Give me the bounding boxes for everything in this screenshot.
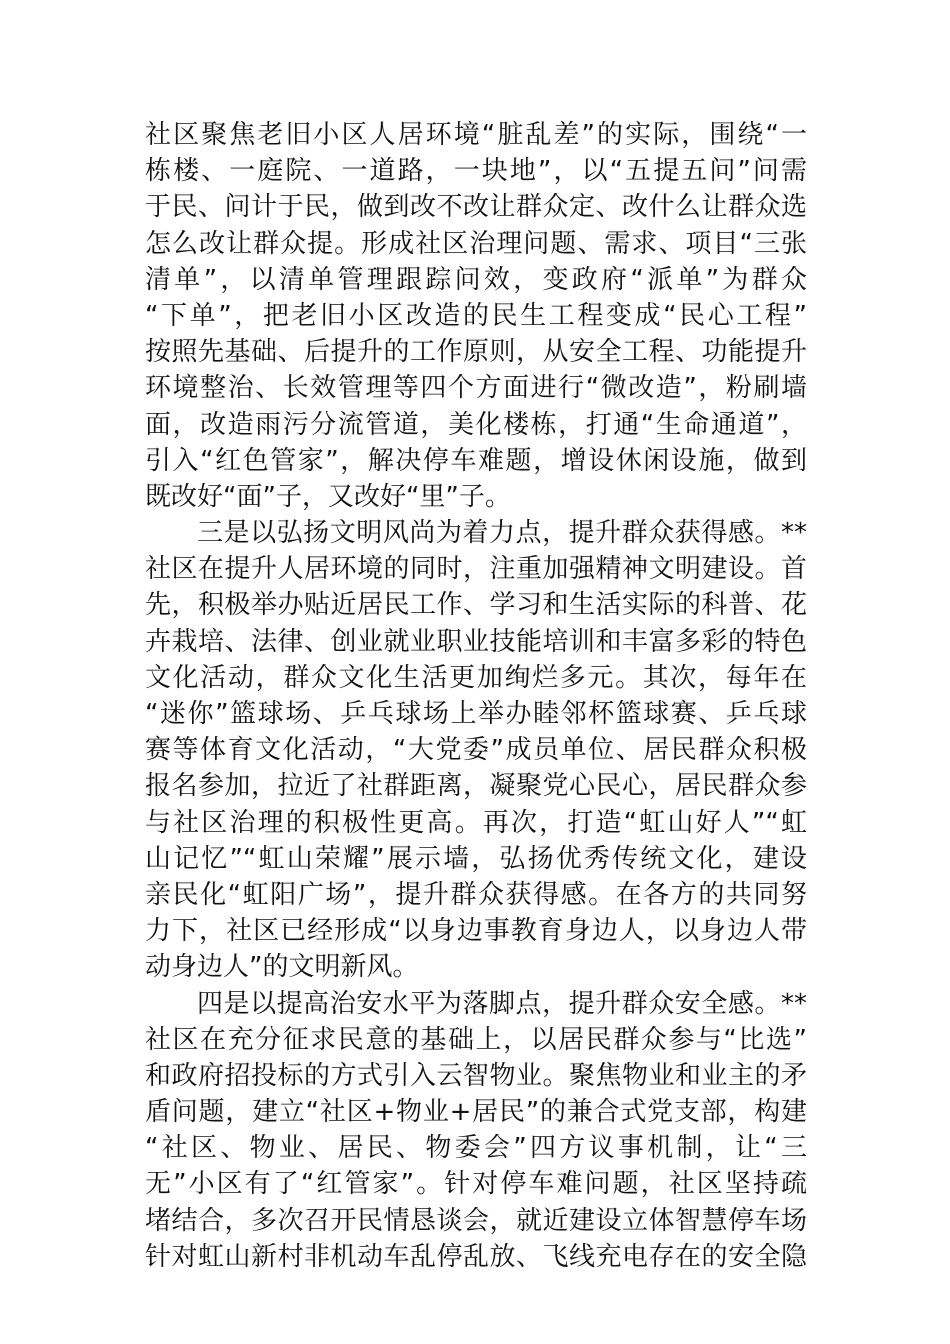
text-line: 针对虹山新村非机动车乱停乱放、飞线充电存在的安全隐 (145, 1241, 807, 1272)
text-line: 社区在充分征求民意的基础上，以居民群众参与“比选” (145, 1024, 807, 1055)
text-line: 社区在提升人居环境的同时，注重加强精神文明建设。首 (145, 554, 807, 585)
text-line: 和政府招投标的方式引入云智物业。聚焦物业和业主的矛 (145, 1060, 807, 1091)
body-text (145, 117, 807, 1275)
text-line: 引入“红色管家”，解决停车难题，增设休闲设施，做到 (145, 445, 807, 476)
text-line: 报名参加，拉近了社群距离，凝聚党心民心，居民群众参 (145, 771, 807, 802)
text-line: 力下，社区已经形成“以身边事教育身边人，以身边人带 (145, 916, 807, 947)
paragraph-heading-line: 四是以提高治安水平为落脚点，提升群众安全感。** (197, 988, 807, 1019)
text-line: “迷你”篮球场、乒乓球场上举办睦邻杯篮球赛、乒乓球 (145, 699, 807, 729)
text-line: 怎么改让群众提。形成社区治理问题、需求、项目“三张 (145, 228, 807, 259)
text-line: 盾问题，建立“社区+物业+居民”的兼合式党支部，构建 (145, 1097, 807, 1128)
text-line: 堵结合，多次召开民情恳谈会，就近建设立体智慧停车场 (145, 1205, 807, 1236)
paragraph-heading-line: 三是以弘扬文明风尚为着力点，提升群众获得感。** (197, 518, 807, 549)
text-line: 山记忆”“虹山荣耀”展示墙，弘扬优秀传统文化，建设 (145, 843, 807, 874)
text-line: 卉栽培、法律、创业就业职业技能培训和丰富多彩的特色 (145, 626, 807, 657)
text-line: 亲民化“虹阳广场”，提升群众获得感。在各方的共同努 (145, 879, 807, 910)
text-line: 社区聚焦老旧小区人居环境“脏乱差”的实际，围绕“一 (145, 120, 807, 150)
text-line: 动身边人”的文明新风。 (145, 952, 419, 983)
text-line: 赛等体育文化活动，“大党委”成员单位、居民群众积极 (145, 735, 807, 766)
text-line: 无”小区有了“红管家”。针对停车难问题，社区坚持疏 (145, 1169, 807, 1200)
text-line: 面，改造雨污分流管道，美化楼栋，打通“生命通道”， (145, 409, 807, 440)
text-line: 栋楼、一庭院、一道路，一块地”，以“五提五问”问需 (145, 156, 807, 187)
text-line: 环境整治、长效管理等四个方面进行“微改造”，粉刷墙 (145, 373, 807, 404)
text-line: 按照先基础、后提升的工作原则，从安全工程、功能提升 (145, 337, 807, 368)
text-line: 与社区治理的积极性更高。再次，打造“虹山好人”“虹 (145, 807, 807, 838)
text-line: 既改好“面”子，又改好“里”子。 (145, 481, 511, 512)
text-line: “社区、物业、居民、物委会”四方议事机制，让“三 (145, 1133, 807, 1164)
text-line: 文化活动，群众文化生活更加绚烂多元。其次，每年在 (145, 662, 807, 693)
text-line: “下单”，把老旧小区改造的民生工程变成“民心工程” (145, 300, 807, 331)
text-line: 清单”，以清单管理跟踪问效，变政府“派单”为群众 (145, 264, 807, 295)
text-line: 于民、问计于民，做到改不改让群众定、改什么让群众选 (145, 192, 807, 223)
text-line: 先，积极举办贴近居民工作、学习和生活实际的科普、花 (145, 590, 807, 621)
